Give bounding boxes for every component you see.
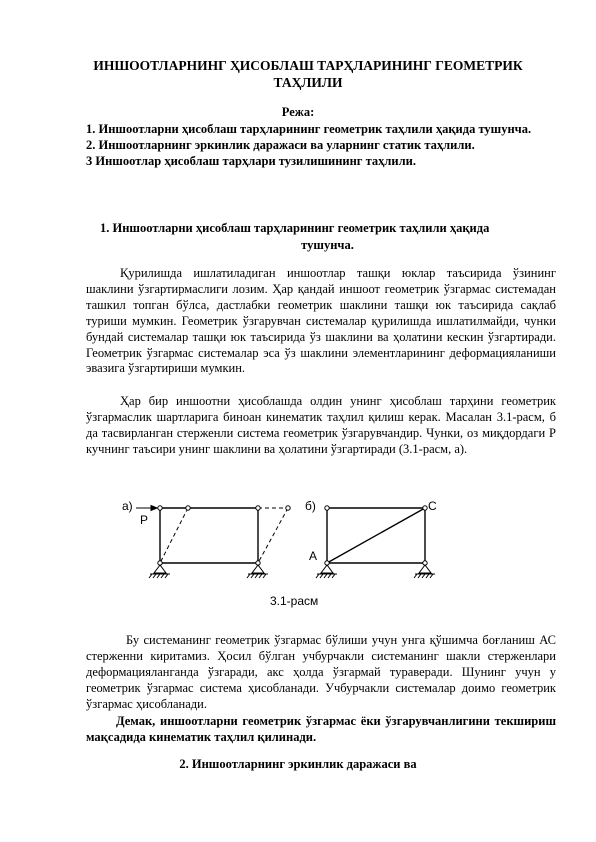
figure-label-c: C xyxy=(428,499,437,513)
figure-label-p: P xyxy=(140,513,149,527)
plan-item: 2. Иншоотларнинг эркинлик даражаси ва уларнинг статик таҳлили. xyxy=(86,138,475,152)
plan-item: 3 Иншоотлар ҳисоблаш тарҳлари тузилишининг таҳлили. xyxy=(86,154,416,168)
support-pin-icon xyxy=(414,565,435,578)
conclusion-paragraph xyxy=(86,713,556,745)
plan-item: 1. Иншоотларни ҳисоблаш тарҳларининг геометрик таҳлили ҳақида тушунча. xyxy=(86,122,532,136)
section-1-heading-line1: 1. Иншоотларни ҳисоблаш тарҳларининг геометрик таҳлили ҳақида xyxy=(100,221,490,235)
plan-list xyxy=(86,121,556,169)
body-paragraph-2 xyxy=(86,394,556,458)
figure-label-a-node: A xyxy=(309,549,318,563)
frame-a-joints xyxy=(158,506,290,565)
plan-heading: Режа: xyxy=(281,105,315,119)
frame-b xyxy=(327,508,425,563)
section-2-heading: 2. Иншоотларнинг эркинлик даражаси ва xyxy=(179,757,417,771)
frame-a xyxy=(160,508,258,563)
body-paragraph-1 xyxy=(86,266,556,377)
support-pin-icon xyxy=(247,565,268,578)
page-title: ИНШООТЛАРНИНГ ҲИСОБЛАШ ТАРҲЛАРИНИНГ ГЕОМЕТРИК ТАҲЛИЛИ xyxy=(93,58,523,90)
body-paragraph-3 xyxy=(86,633,556,713)
figure-caption: 3.1-расм xyxy=(270,594,319,608)
section-1-heading xyxy=(100,220,555,254)
support-pin-icon xyxy=(316,565,337,578)
paragraph-text: Қурилишда ишлатиладиган иншоотлар ташқи юклар таъсирида ўзининг шаклини ўзгартирмаслиги лозим. Ҳар қандай иншоот геометрик ўзгармас системадан ташкил топган бўлса, дастлабки геометрик шаклини ташқи юк таъсирида сақлаб туриши мумкин. Геометрик ўзгарувчан системалар қурилишда ишлатилмайди, чунки бундай системалар ташқи юк таъсирида ўз шаклини ва ҳолатини кескин ўзгартиради. Геометрик ўзгармас системалар эса ўз шаклини элементларининг деформацияланиши эвазига ўзгартириши мумкин. xyxy=(86,266,556,376)
support-pin-icon xyxy=(149,565,170,578)
figure-label-a: а) xyxy=(122,499,133,513)
paragraph-text: Бу системанинг геометрик ўзгармас бўлиши учун унга қўшимча боғланиш АС стерженни киритамиз. Ҳосил бўлган учбурчакли системанинг шакли стерженлари деформацияланганда ўзгаради, акс ҳолда ўзгармай тураверади. Шунинг учун у геометрик ўзгармас система ҳисобланади. Учбурчакли системалар доимо геометрик ўзгармас ҳисобланади. xyxy=(86,633,556,711)
figure-label-b: б) xyxy=(305,499,316,513)
paragraph-text: Демак, иншоотларни геометрик ўзгармас ёки ўзгарувчанлигини текшириш мақсадида кинематик таҳлил қилинади. xyxy=(86,714,556,744)
paragraph-text: Ҳар бир иншоотни ҳисоблашда олдин унинг ҳисоблаш тарҳини геометрик ўзгармаслик шартларига биноан кинематик таҳлил қилиш керак. Масалан 3.1-расм, б да тасвирланган стерженли система геометрик ўзгарувчандир. Чунки, оз миқдордаги Р кучнинг таъсири унинг шаклини ва ҳолатини ўзгартиради (3.1-расм, а). xyxy=(86,394,556,456)
force-arrow-icon xyxy=(136,506,157,511)
section-1-heading-line2: тушунча. xyxy=(301,238,354,252)
frame-a-deformed xyxy=(160,508,288,563)
